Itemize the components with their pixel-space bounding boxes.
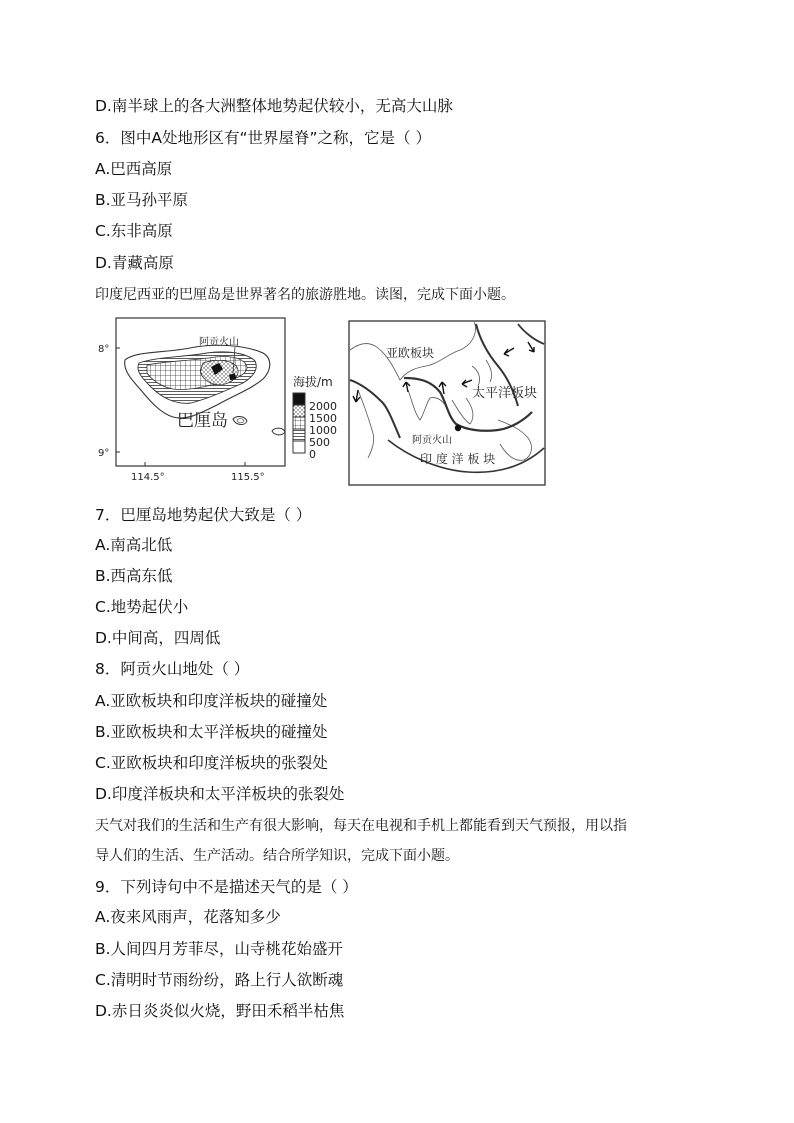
q7-stem: 7．巴厘岛地势起伏大致是（ ） [95, 506, 312, 524]
indian-plate-label: 印 度 洋 板 块 [420, 452, 496, 466]
q5-option-d: D.南半球上的各大洲整体地势起伏较小，无高大山脉 [95, 97, 453, 115]
q7-option-c: C.地势起伏小 [95, 598, 189, 616]
legend-1500: 1500 [309, 412, 337, 425]
q7-option-a: A.南高北低 [95, 536, 173, 554]
q8-option-a: A.亚欧板块和印度洋板块的碰撞处 [95, 692, 328, 710]
agung-volcano-label: 阿贡火山 [199, 337, 239, 348]
q6-option-a: A.巴西高原 [95, 160, 173, 178]
small-island-2 [272, 428, 285, 435]
legend-swatch-1000 [293, 417, 305, 429]
q7-option-b: B.西高东低 [95, 567, 173, 585]
legend-500: 500 [309, 436, 330, 449]
q8-stem: 8．阿贡火山地处（ ） [95, 660, 250, 678]
lon-114-5-label: 114.5° [131, 472, 165, 483]
q6-stem: 6．图中A处地形区有“世界屋脊”之称，它是（ ） [95, 129, 431, 147]
pacific-plate-label: 太平洋板块 [472, 386, 538, 401]
q9-option-d: D.赤日炎炎似火烧，野田禾稻半枯焦 [95, 1002, 345, 1020]
q9-stem: 9．下列诗句中不是描述天气的是（ ） [95, 878, 358, 896]
q8-option-b: B.亚欧板块和太平洋板块的碰撞处 [95, 723, 328, 741]
q6-option-d: D.青藏高原 [95, 254, 174, 272]
legend-swatch-500 [293, 429, 305, 441]
q9-option-c: C.清明时节雨纷纷，路上行人欲断魂 [95, 971, 344, 989]
eurasian-plate-label: 亚欧板块 [386, 346, 435, 360]
plate-boundary-map [348, 320, 546, 486]
weather-intro-line-1: 天气对我们的生活和生产有很大影响，每天在电视和手机上都能看到天气预报，用以指 [95, 818, 627, 834]
bali-elevation-map [95, 315, 345, 485]
q8-option-c: C.亚欧板块和印度洋板块的张裂处 [95, 754, 328, 772]
weather-intro-line-2: 导人们的生活、生产活动。结合所学知识，完成下面小题。 [95, 848, 459, 864]
q6-option-c: C.东非高原 [95, 222, 173, 240]
lat-9-label: 9° [98, 448, 110, 459]
legend-2000: 2000 [309, 400, 337, 413]
legend-0: 0 [309, 448, 316, 461]
legend-1000: 1000 [309, 424, 337, 437]
bali-island-label: 巴厘岛 [177, 411, 228, 431]
q7-option-d: D.中间高，四周低 [95, 629, 221, 647]
lat-8-label: 8° [98, 344, 110, 355]
legend-title: 海拔/m [293, 375, 333, 389]
lon-115-5-label: 115.5° [231, 472, 265, 483]
legend-swatch-0 [293, 441, 305, 453]
agung-volcano-plate-label: 阿贡火山 [412, 435, 452, 446]
q9-option-a: A.夜来风雨声，花落知多少 [95, 908, 281, 926]
q8-option-d: D.印度洋板块和太平洋板块的张裂处 [95, 785, 345, 803]
legend-swatch-1500 [293, 405, 305, 417]
q9-option-b: B.人间四月芳菲尽，山寺桃花始盛开 [95, 940, 344, 958]
q6-option-b: B.亚马孙平原 [95, 191, 189, 209]
legend-swatch-2000 [293, 393, 305, 405]
bali-intro: 印度尼西亚的巴厘岛是世界著名的旅游胜地。读图，完成下面小题。 [95, 287, 515, 303]
agung-volcano-point [455, 425, 461, 431]
